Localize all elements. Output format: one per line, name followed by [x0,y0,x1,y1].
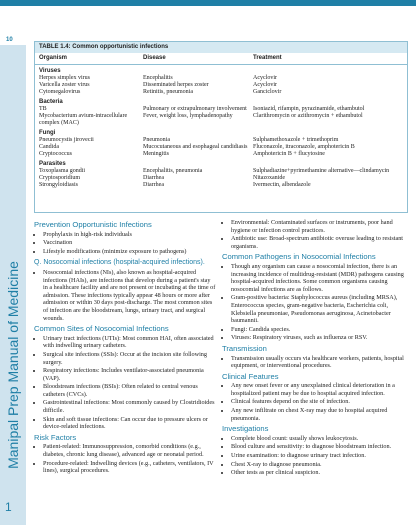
top-color-bar [0,0,416,6]
table-group-heading: Parasites [39,161,66,167]
list-item: • Antibiotic use: Broad-spectrum antibiotic overuse leading to resistant organisms. [231,235,404,250]
table-cell: Isoniazid, rifampin, pyrazinamide, ethambutol [253,106,365,112]
table-cell: Nitazoxanide [253,175,285,181]
page-number: 10 [6,37,13,43]
table-row [35,144,407,151]
table-cell: Clarithromycin or azithromycin + ethambutol [253,113,363,119]
table-cell: Mucocutaneous and esophageal candidiasis [143,144,248,150]
table-row [35,151,407,158]
table-row [35,75,407,82]
table-group-heading: Bacteria [39,99,63,105]
list-item: • Prophylaxis in high-risk individuals [43,231,216,239]
table-group-heading: Viruses [39,68,61,74]
table-row [35,182,407,189]
table-cell: Meningitis [143,151,170,157]
prevention-heading: Prevention Opportunistic Infections [34,220,152,229]
table-cell: Cryptosporidium [39,175,81,181]
nosocomial-list [34,269,216,322]
table-cell: Pneumonia [143,137,170,143]
left-column [34,219,216,478]
question-heading: Q. Nosocomial infections (hospital-acquired infections). [34,259,205,267]
table-row [35,113,407,127]
right-column [222,219,404,480]
list-item: • Other tests as per clinical suspicion. [231,469,404,477]
table-group-heading: Fungi [39,130,56,136]
list-item: • Surgical site infections (SSIs): Occur at the incision site following surgery. [43,351,216,366]
table-cell: Fluconazole, itraconazole, amphotericin B [253,144,355,150]
list-item: • Fungi: Candida species. [231,326,404,334]
table-row [35,168,407,175]
invest-list [222,435,404,477]
table-cell: Cryptococcus [39,151,72,157]
sites-heading: Common Sites of Nosocomial Infections [34,324,169,334]
table-cell: Retinitis, pneumonia [143,89,193,95]
pathogens-heading: Common Pathogens in Nosocomial Infections [222,252,376,262]
table-cell: Acyclovir [253,82,277,88]
prevention-list [34,231,216,256]
list-item: • Any new onset fever or any unexplained clinical deterioration in a hospitalized patient may be due to hospital acquired infection. [231,382,404,397]
table-cell: Diarrhea [143,175,164,181]
header-disease: Disease [143,55,166,61]
list-item: • Complete blood count: usually shows leukocytosis. [231,435,404,443]
header-organism: Organism [39,55,68,61]
table-cell: Sulphadiazine+pyrimethamine alternative—clindamycin [253,168,390,174]
table-cell: Cytomegalovirus [39,89,81,95]
table-caption: TABLE 1.4: Common opportunistic infections [35,42,407,53]
list-item: • Urinary tract infections (UTIs): Most common HAI, often associated with indwelling urinary catheters. [43,335,216,350]
table-cell: Disseminated herpes zoster [143,82,209,88]
list-item: • Urine examination: to diagnose urinary tract infection. [231,452,404,460]
table-cell: Toxoplasma gondii [39,168,86,174]
table-row [35,82,407,89]
table-cell: Fever, weight loss, lymphadenopathy [143,113,233,119]
list-item: • Any new infiltrate on chest X-ray may due to hospital acquired pneumonia. [231,407,404,422]
list-item: • Gastrointestinal infections: Most commonly caused by Clostridioides difficile. [43,399,216,414]
list-item: • Though any organism can cause a nosocomial infection, there is an increasing incidence of multidrug-resistant (MDR) pathogens causing hospital-acquired infections. Some common organisms causing nosocomial infections are as follows. [231,263,404,293]
table-header [35,53,407,65]
list-item: • Gram-positive bacteria: Staphylococcus aureus (including MRSA), Enterococcus species, gram-negative bacteria, Escherichia coli, Klebsiella pneumoniae, Pseudomonas aeruginosa, Acinetobacter baumannii. [231,294,404,324]
list-item: • Patient-related: Immunosuppression, comorbid conditions (e.g., diabetes, chronic lung disease), advanced age or neonatal period. [43,443,216,458]
table-cell: Ganciclovir [253,89,282,95]
pathogens-list [222,263,404,342]
table-cell: Varicella zoster virus [39,82,90,88]
table-row [35,137,407,144]
list-item: • Blood culture and sensitivity: to diagnose bloodstream infection. [231,443,404,451]
running-title: Manipal Prep Manual of Medicine [5,261,21,469]
sidebar-band [0,45,26,525]
list-item: • Skin and soft tissue infections: Can occur due to pressure ulcers or device-related infections. [43,416,216,431]
table-cell: Acyclovir [253,75,277,81]
table-cell: Sulphamethoxazole + trimethoprim [253,137,339,143]
table-row [35,89,407,96]
list-item: • Nosocomial infections (NIs), also known as hospital-acquired infections (HAIs), are infections that develop during a patient's stay in a healthcare facility and are not present or incubating at the time of admission. These infections typically appear 48 hours or more after admission or within 30 days post-discharge. The most common sites of infection are the bloodstream, lungs, urinary tract, and surgical wounds. [43,269,216,322]
sites-list [34,335,216,431]
table-cell: Candida [39,144,59,150]
list-item: • Clinical features depend on the site of infection. [231,398,404,406]
table-cell: TB [39,106,47,112]
header-treatment: Treatment [253,55,282,61]
infections-table [34,41,408,213]
list-item: • Transmission usually occurs via healthcare workers, patients, hospital equipment, or interventional procedures. [231,355,404,370]
table-cell: Encephalitis, pneumonia [143,168,203,174]
table-cell: Pulmonary or extrapulmonary involvement [143,106,247,112]
table-row [35,106,407,113]
table-cell: Pneumocystis jirovecii [39,137,94,143]
list-item: • Environmental: Contaminated surfaces or instruments, poor hand hygiene or infection control practices. [231,219,404,234]
list-item: • Chest X-ray to diagnose pneumonia. [231,461,404,469]
risk-heading: Risk Factors [34,432,77,442]
table-cell: Ivermectin, albendazole [253,182,311,188]
table-cell: Herpes simplex virus [39,75,90,81]
list-item: • Respiratory infections: Includes ventilator-associated pneumonia (VAP). [43,367,216,382]
table-body [35,67,407,189]
table-cell: Mycobacterium avium-intracellulare complex (MAC) [39,113,128,126]
clinical-list [222,382,404,422]
chapter-marker: 1 [5,500,12,514]
table-row [35,175,407,182]
list-item: • Viruses: Respiratory viruses, such as influenza or RSV. [231,334,404,342]
list-item: • Procedure-related: Indwelling devices (e.g., catheters, ventilators, IV lines), surgical procedures. [43,460,216,475]
list-item: • Bloodstream infections (BSIs): Often related to central venous catheters (CVCs). [43,383,216,398]
clinical-heading: Clinical Features [222,371,279,381]
table-cell: Strongyloidiasis [39,182,79,188]
table-cell: Amphotericin B + flucytosine [253,151,325,157]
invest-heading: Investigations [222,424,269,434]
table-cell: Encephalitis [143,75,173,81]
risk-list [34,443,216,474]
transmission-list [222,355,404,370]
list-item: • Vaccination [43,239,216,247]
list-item: • Lifestyle modifications (minimize exposure to pathogens) [43,248,216,256]
env-list [222,219,404,250]
table-cell: Diarrhea [143,182,164,188]
transmission-heading: Transmission [222,343,267,353]
